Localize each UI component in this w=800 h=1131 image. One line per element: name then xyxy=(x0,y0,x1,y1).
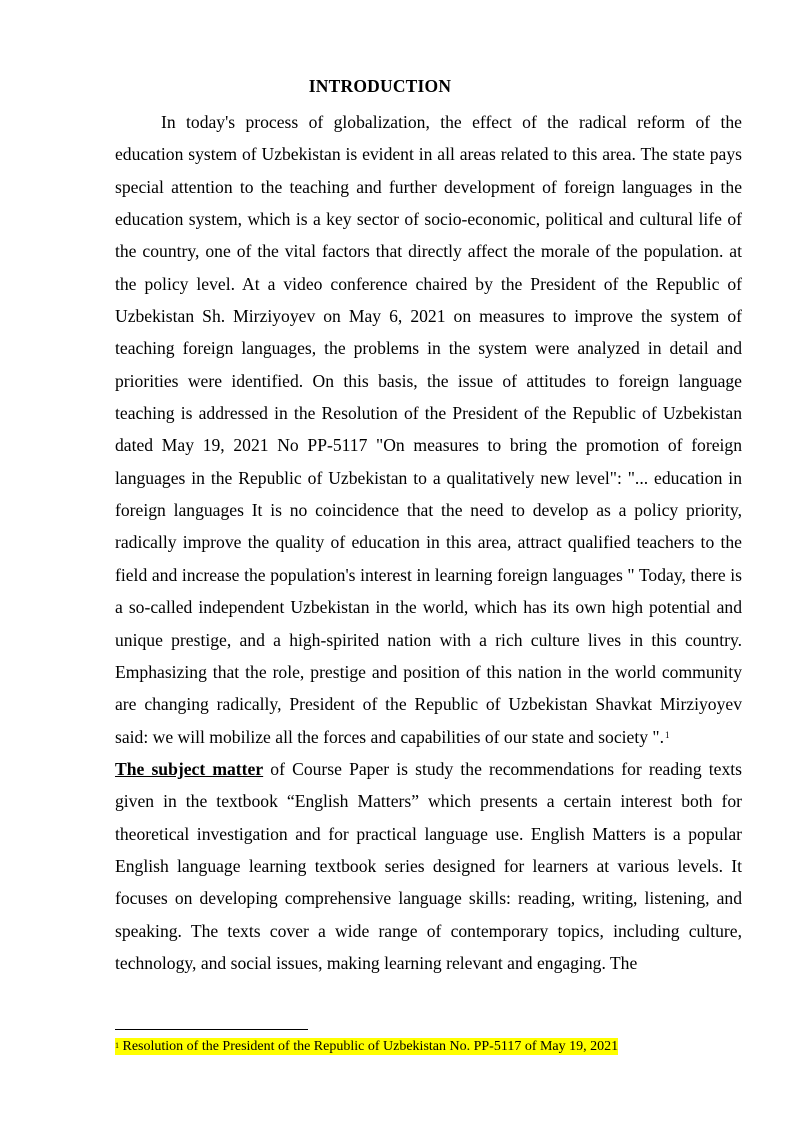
section-heading: INTRODUCTION xyxy=(308,76,452,96)
introduction-paragraph xyxy=(115,106,742,753)
footnote-separator xyxy=(115,1029,308,1030)
introduction-paragraph-text: In today's process of globalization, the effect of the radical reform of the education system of Uzbekistan is evident in all areas related to this area. The state pays special attention to the teaching and further development of foreign languages in the education system, which is a key sector of socio-economic, political and cultural life of the country, one of the vital factors that directly affect the morale of the population. at the policy level. At a video conference chaired by the President of the Republic of Uzbekistan Sh. Mirziyoyev on May 6, 2021 on measures to improve the system of teaching foreign languages, the problems in the system were analyzed in detail and priorities were identified. On this basis, the issue of attitudes to foreign language teaching is addressed in the Resolution of the President of the Republic of Uzbekistan dated May 19, 2021 No PP-5117 "On measures to bring the promotion of foreign languages in the Republic of Uzbekistan to a qualitatively new level": "... education in foreign languages It is no coincidence that the need to develop as a policy priority, radically improve the quality of education in this area, attract qualified teachers to the field and increase the population's interest in learning foreign languages " Today, there is a so-called independent Uzbekistan in the world, which has its own high potential and unique prestige, and a high-spirited nation with a rich culture lives in this country. Emphasizing that the role, prestige and position of this nation in the world community are changing radically, President of the Republic of Uzbekistan Shavkat Mirziyoyev said: we will mobilize all the forces and capabilities of our state and society ". xyxy=(115,112,742,747)
body-text xyxy=(115,106,742,979)
footnote-text: Resolution of the President of the Republic of Uzbekistan No. PP-5117 of May 19, 2021 xyxy=(119,1039,619,1054)
footnote xyxy=(115,1037,618,1057)
subject-matter-text: of Course Paper is study the recommendations for reading texts given in the textbook “English Matters” which presents a certain interest both for theoretical investigation and for practical language use. English Matters is a popular English language learning textbook series designed for learners at various levels. It focuses on developing comprehensive language skills: reading, writing, listening, and speaking. The texts cover a wide range of contemporary topics, including culture, technology, and social issues, making learning relevant and engaging. The xyxy=(115,758,743,973)
footnote-number: 1 xyxy=(115,1041,119,1050)
footnote-reference[interactable]: 1 xyxy=(665,729,670,740)
subject-matter-paragraph xyxy=(115,753,742,979)
footnote-highlight xyxy=(115,1038,618,1055)
subject-matter-label: The subject matter xyxy=(115,758,264,779)
